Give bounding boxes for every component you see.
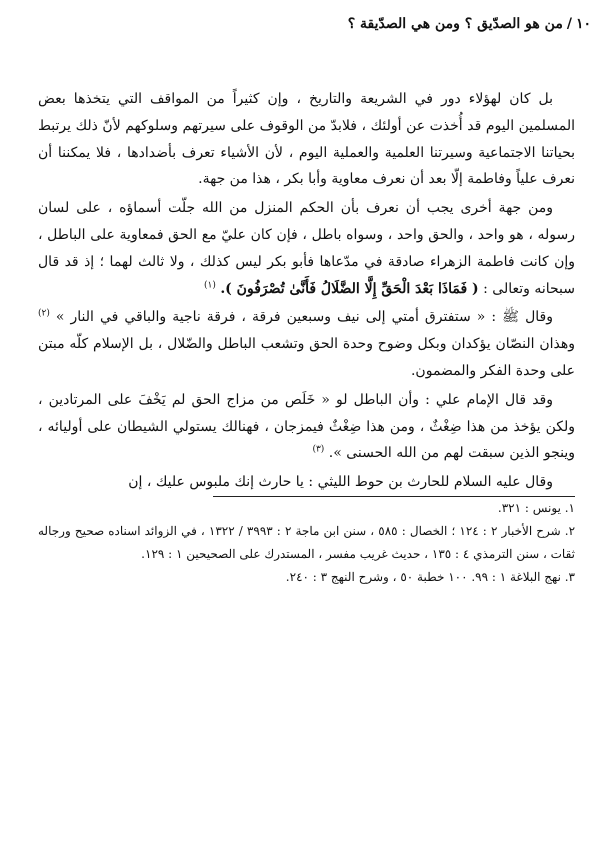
paragraph-2-text: ومن جهة أخرى يجب أن نعرف بأن الحكم المنزل من الله جلّت أسماؤه ، على لسان رسوله ، هو واحد ، والحق واحد ، وسواه باطل ، فإن كان عليّ مع الحق فمعاوية على الباطل ، وإن كانت فاطمة الزهراء صادقة في مدّعاها فأبو بكر ليس كذلك ، ولا ثالث لهما ؛ إذ قد قال سبحانه وتعالى : xyxy=(38,200,575,297)
footnote-ref-3[interactable]: (٣) xyxy=(312,444,325,455)
footnote-3: ٣. نهج البلاغة ١ : ٩٩. ١٠٠ خطبة ٥٠ ، وشرح النهج ٣ : ٢٤٠. xyxy=(285,569,575,584)
footnote-2: ٢. شرح الأخبار ٢ : ١٢٤ ؛ الخصال : ٥٨٥ ، سنن ابن ماجة ٢ : ٣٩٩٣ / ١٣٢٢ ، في الزوائد اسناده صحيح ورجاله ثقات ، سنن الترمذي ٤ : ١٣٥ ، حديث غريب مفسر ، المستدرك على الصحيحين ١ : ١٢٩. xyxy=(38,523,576,561)
footnote-ref-2[interactable]: (٢) xyxy=(38,308,50,319)
paragraph-1-text: بل كان لهؤلاء دور في الشريعة والتاريخ ، وإن كثيراً من المواقف التي يتخذها بعض المسلمين اليوم قد أُخذت عن أولئك ، فلابدّ من الوقوف على سيرتهم وسلوكهم لأنّ ذلك يرتبط بحياتنا الاجتماعية وسيرتنا العلمية والعملية اليوم ، لأن الأشياء تعرف بأضدادها ، فلا يمكننا أن نعرف علياً وفاطمة إلّا بعد أن نعرف معاوية وأبا بكر ، هذا من جهة. xyxy=(38,91,575,188)
paragraph-4-text: وقد قال الإمام علي : وأن الباطل لو « خَلَص من مزاج الحق لم يَخْفَ على المرتادين ، ولكن يؤخذ من هذا ضِغْثٌ ، ومن هذا ضِغْثٌ فيمزجان ، فهنالك يستولي الشيطان على أوليائه ، وينجو الذين سبقت لهم من الله الحسنى ». xyxy=(38,391,575,462)
page-number: ١٠ xyxy=(575,16,591,32)
paragraph-3-text-before: وقال ﷺ : « ستفترق أمتي إلى نيف وسبعين فرقة ، فرقة ناجية والباقي في النار » xyxy=(55,309,553,326)
running-title: من هو الصدّيق ؟ ومن هي الصدّيقة ؟ xyxy=(347,16,563,32)
paragraph-3 xyxy=(38,304,575,384)
header-separator: / xyxy=(566,16,572,32)
paragraph-4 xyxy=(38,387,575,467)
paragraph-3-text-after: وهذان النصّان يؤكدان وبكل وضوح وحدة الحق وتشعب الباطل والضّلال ، بل الإسلام كلّه مبتن على وحدة الفكر والمضمون. xyxy=(38,336,575,379)
footnote-1: ١. يونس : ٣٢١. xyxy=(497,500,575,515)
paragraph-2 xyxy=(38,195,575,302)
footnotes xyxy=(38,497,575,589)
paragraph-1 xyxy=(38,86,575,193)
paragraph-5-text: وقال عليه السلام للحارث بن حوط الليثي : يا حارث إنك ملبوس عليك ، إن xyxy=(128,474,553,491)
page-header xyxy=(38,14,591,34)
main-text xyxy=(38,86,575,496)
paragraph-5 xyxy=(38,469,575,496)
quran-verse: ( فَمَاذَا بَعْدَ الْحَقِّ إِلَّا الضَّلَالُ فَأَنَّىٰ تُصْرَفُونَ ). xyxy=(220,280,479,297)
footnote-ref-1[interactable]: (١) xyxy=(203,279,216,290)
